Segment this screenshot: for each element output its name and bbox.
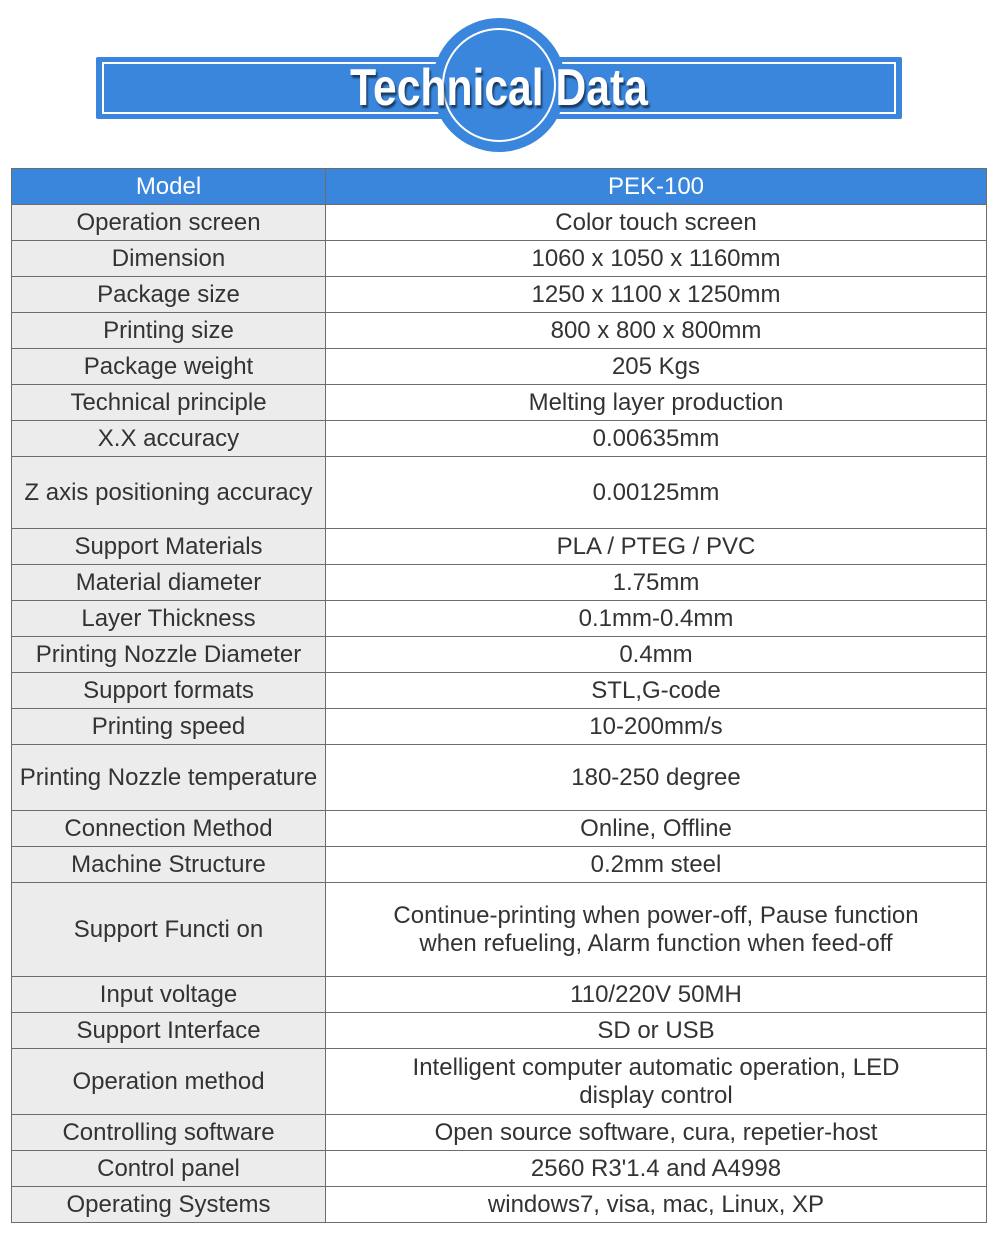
table-row <box>12 1049 987 1115</box>
row-label: Support Materials <box>12 529 326 565</box>
table-row <box>12 1151 987 1187</box>
row-label: Printing Nozzle temperature <box>12 745 326 811</box>
table-row <box>12 1013 987 1049</box>
row-value: Continue-printing when power-off, Pause function when refueling, Alarm function when feed-off <box>326 883 987 977</box>
row-label: Printing Nozzle Diameter <box>12 637 326 673</box>
spec-table <box>11 168 987 1223</box>
row-value: Intelligent computer automatic operation, LED display control <box>326 1049 987 1115</box>
row-value: Online, Offline <box>326 811 987 847</box>
table-row <box>12 529 987 565</box>
row-label: Printing speed <box>12 709 326 745</box>
row-label: Operating Systems <box>12 1187 326 1223</box>
table-row <box>12 709 987 745</box>
page-title: Technical Data <box>350 59 648 117</box>
table-row <box>12 673 987 709</box>
row-value: 0.00125mm <box>326 457 987 529</box>
table-row <box>12 1115 987 1151</box>
row-value: SD or USB <box>326 1013 987 1049</box>
row-label: Support Functi on <box>12 883 326 977</box>
row-label: X.X accuracy <box>12 421 326 457</box>
row-value: 2560 R3'1.4 and A4998 <box>326 1151 987 1187</box>
table-row <box>12 421 987 457</box>
row-label: Z axis positioning accuracy <box>12 457 326 529</box>
table-row <box>12 847 987 883</box>
table-row <box>12 385 987 421</box>
row-value: PLA / PTEG / PVC <box>326 529 987 565</box>
row-label: Control panel <box>12 1151 326 1187</box>
row-value: Melting layer production <box>326 385 987 421</box>
row-value: STL,G-code <box>326 673 987 709</box>
table-row <box>12 977 987 1013</box>
table-row <box>12 205 987 241</box>
header-banner <box>0 0 1000 160</box>
table-header-row <box>12 169 987 205</box>
column-header-product: PEK-100 <box>326 169 987 205</box>
row-value: 205 Kgs <box>326 349 987 385</box>
table-row <box>12 349 987 385</box>
table-row <box>12 811 987 847</box>
row-label: Connection Method <box>12 811 326 847</box>
table-row <box>12 637 987 673</box>
row-value: 110/220V 50MH <box>326 977 987 1013</box>
row-value: 0.00635mm <box>326 421 987 457</box>
row-value: 1060 x 1050 x 1160mm <box>326 241 987 277</box>
row-label: Material diameter <box>12 565 326 601</box>
row-value: 0.2mm steel <box>326 847 987 883</box>
row-label: Package weight <box>12 349 326 385</box>
table-row <box>12 277 987 313</box>
row-value: 0.1mm-0.4mm <box>326 601 987 637</box>
table-row <box>12 241 987 277</box>
row-value: Open source software, cura, repetier-host <box>326 1115 987 1151</box>
row-label: Technical principle <box>12 385 326 421</box>
table-row <box>12 457 987 529</box>
row-label: Operation method <box>12 1049 326 1115</box>
table-row <box>12 883 987 977</box>
row-label: Input voltage <box>12 977 326 1013</box>
row-value: Color touch screen <box>326 205 987 241</box>
row-label: Controlling software <box>12 1115 326 1151</box>
table-row <box>12 565 987 601</box>
row-value: 1.75mm <box>326 565 987 601</box>
table-row <box>12 313 987 349</box>
row-value: windows7, visa, mac, Linux, XP <box>326 1187 987 1223</box>
row-label: Dimension <box>12 241 326 277</box>
row-value: 10-200mm/s <box>326 709 987 745</box>
row-value: 800 x 800 x 800mm <box>326 313 987 349</box>
row-value: 1250 x 1100 x 1250mm <box>326 277 987 313</box>
row-label: Support Interface <box>12 1013 326 1049</box>
row-label: Operation screen <box>12 205 326 241</box>
table-row <box>12 1187 987 1223</box>
column-header-model: Model <box>12 169 326 205</box>
row-value: 180-250 degree <box>326 745 987 811</box>
table-row <box>12 745 987 811</box>
table-row <box>12 601 987 637</box>
row-label: Printing size <box>12 313 326 349</box>
row-label: Machine Structure <box>12 847 326 883</box>
row-label: Support formats <box>12 673 326 709</box>
row-value: 0.4mm <box>326 637 987 673</box>
row-label: Layer Thickness <box>12 601 326 637</box>
row-label: Package size <box>12 277 326 313</box>
